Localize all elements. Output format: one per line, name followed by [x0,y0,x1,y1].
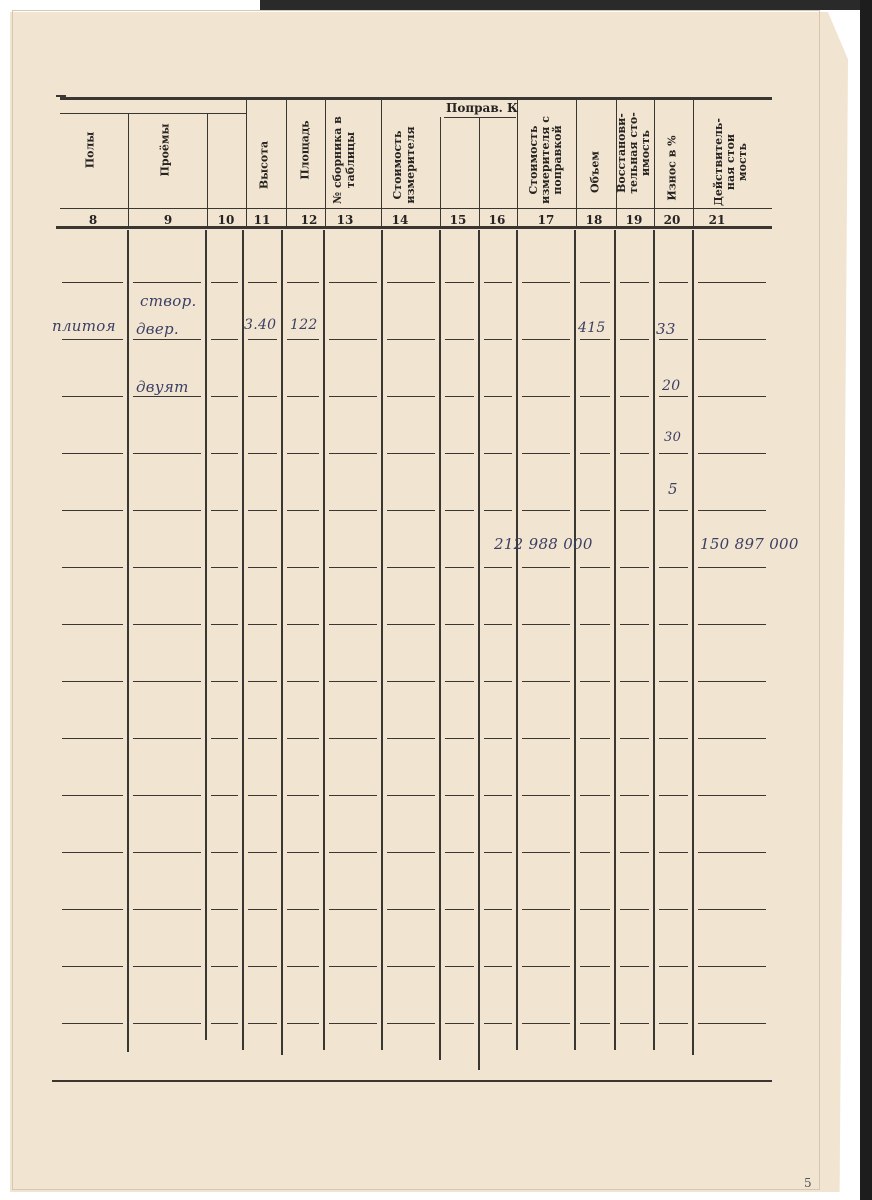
row-line [484,453,512,454]
row-line [287,567,319,568]
header-volume: Объем [588,151,602,193]
row-line [698,909,766,910]
row-line [580,624,610,625]
row-line [287,339,319,340]
row-line [659,738,688,739]
row-line [329,852,377,853]
row-line [445,567,474,568]
row-line [522,681,570,682]
row-line [620,453,649,454]
header-area: Площадь [298,120,312,180]
entry-wear-4: 5 [668,480,678,498]
row-line [287,681,319,682]
row-line [522,795,570,796]
row-line [484,567,512,568]
row-line [287,909,319,910]
row-line [248,453,277,454]
header-unit-cost: Стоимость измерителя [391,126,417,204]
row-line [133,909,201,910]
header-col-line [381,100,382,226]
body-col-line [516,230,518,1050]
row-line [211,567,238,568]
entry-wear-1: 33 [656,320,676,338]
colnum-11: 11 [253,213,271,227]
row-line [287,510,319,511]
row-line [445,339,474,340]
row-line [620,396,649,397]
colnum-19: 19 [625,213,643,227]
row-line [484,1023,512,1024]
row-line [698,510,766,511]
row-line [329,738,377,739]
row-line [248,795,277,796]
row-line [62,453,123,454]
row-line [133,852,201,853]
row-line [620,681,649,682]
table-upper-left-line [60,113,246,114]
row-line [698,624,766,625]
row-line [484,624,512,625]
header-actual-cost: Действитель- ная стои мость [712,118,749,206]
row-line [620,909,649,910]
header-col-line [479,117,480,226]
row-line [287,852,319,853]
colnum-18: 18 [585,213,603,227]
row-line [248,681,277,682]
corner-mark: 5 [804,1176,812,1190]
row-line [522,852,570,853]
row-line [387,966,435,967]
row-line [387,282,435,283]
row-line [484,510,512,511]
row-line [211,453,238,454]
row-line [698,396,766,397]
header-height: Высота [257,140,271,190]
header-col-line [517,100,518,226]
row-line [329,795,377,796]
row-line [620,510,649,511]
row-line [580,567,610,568]
row-line [387,453,435,454]
row-line [659,282,688,283]
row-line [445,909,474,910]
row-line [62,852,123,853]
row-line [580,852,610,853]
row-line [387,1023,435,1024]
row-line [522,1023,570,1024]
row-line [329,396,377,397]
body-col-line [692,230,694,1055]
colnum-16: 16 [488,213,506,227]
row-line [698,966,766,967]
row-line [248,510,277,511]
row-line [659,396,688,397]
row-line [211,396,238,397]
header-col-line [286,100,287,226]
colnum-9: 9 [163,213,173,227]
row-line [248,282,277,283]
row-line [133,966,201,967]
row-line [248,567,277,568]
header-unit-cost-corrected: Стоимость измерителя с поправкой [527,116,564,204]
row-line [580,396,610,397]
entry-floor: плитоя [52,317,116,335]
row-line [659,453,688,454]
colnum-12: 12 [300,213,318,227]
row-line [62,681,123,682]
row-line [522,339,570,340]
row-line [445,966,474,967]
row-line [62,567,123,568]
row-line [248,396,277,397]
row-line [698,453,766,454]
header-col-line [246,100,247,226]
row-line [133,624,201,625]
row-line [620,738,649,739]
entry-openings-3: двуят [136,378,189,396]
row-line [445,1023,474,1024]
body-col-line [281,230,283,1055]
row-line [484,738,512,739]
colnum-17: 17 [537,213,555,227]
row-line [62,966,123,967]
row-line [620,567,649,568]
row-line [698,738,766,739]
body-col-line [478,230,480,1070]
row-line [659,909,688,910]
body-col-line [127,230,129,1052]
row-line [329,510,377,511]
row-line [484,795,512,796]
scan-shadow-right [860,0,872,1200]
row-line [248,966,277,967]
row-line [133,795,201,796]
row-line [620,852,649,853]
row-line [484,396,512,397]
row-line [329,624,377,625]
header-col-line [440,117,441,226]
colnum-10: 10 [217,213,235,227]
row-line [287,282,319,283]
header-wear-percent: Износ в % [665,135,679,201]
row-line [211,738,238,739]
row-line [580,795,610,796]
row-line [580,1023,610,1024]
row-line [445,510,474,511]
colnum-8: 8 [88,213,98,227]
colnum-13: 13 [336,213,354,227]
row-line [659,681,688,682]
row-line [484,852,512,853]
row-line [580,681,610,682]
row-line [522,909,570,910]
row-line [620,966,649,967]
body-col-line [381,230,383,1050]
row-line [387,624,435,625]
colnum-20: 20 [663,213,681,227]
row-line [248,738,277,739]
header-col-line [576,100,577,226]
row-line [329,909,377,910]
row-line [387,567,435,568]
row-line [522,510,570,511]
row-line [445,852,474,853]
row-line [211,282,238,283]
colnum-15: 15 [449,213,467,227]
row-line [248,1023,277,1024]
table-top-dash [56,95,66,97]
row-line [387,396,435,397]
row-line [580,909,610,910]
row-line [580,510,610,511]
row-line [445,681,474,682]
row-line [248,339,277,340]
row-line [580,966,610,967]
row-line [620,282,649,283]
row-line [133,567,201,568]
row-line [133,282,201,283]
row-line [62,1023,123,1024]
row-line [329,453,377,454]
row-line [580,453,610,454]
row-line [522,567,570,568]
row-line [580,339,610,340]
row-line [620,339,649,340]
row-line [329,282,377,283]
row-line [248,852,277,853]
row-line [62,795,123,796]
row-line [211,624,238,625]
header-col-line [693,100,694,226]
body-col-line [653,230,655,1050]
row-line [698,339,766,340]
row-line [133,339,201,340]
header-floors: Полы [83,131,97,169]
row-line [287,795,319,796]
row-line [445,738,474,739]
row-line [445,282,474,283]
row-line [522,624,570,625]
body-col-line [242,230,244,1050]
header-col-line [325,100,326,226]
header-restoration-cost: Восстанови- тельная сто- имость [615,112,652,194]
row-line [211,681,238,682]
row-line [387,510,435,511]
row-line [329,567,377,568]
row-line [133,738,201,739]
entry-height: 3.40 [244,317,277,333]
row-line [387,738,435,739]
row-line [387,852,435,853]
row-line [133,1023,201,1024]
table-top-border [60,97,772,100]
row-line [62,339,123,340]
table-bottom-border [52,1080,772,1082]
row-line [387,339,435,340]
row-line [698,567,766,568]
row-line [133,510,201,511]
row-line [287,453,319,454]
row-line [484,909,512,910]
row-line [484,681,512,682]
row-line [62,396,123,397]
row-line [329,681,377,682]
row-line [698,282,766,283]
row-line [659,852,688,853]
row-line [248,624,277,625]
entry-area: 122 [290,317,318,333]
row-line [522,966,570,967]
row-line [580,738,610,739]
row-line [62,738,123,739]
row-line [387,681,435,682]
row-line [522,282,570,283]
header-correction-group: Поправ. К [446,101,518,115]
body-col-line [439,230,441,1060]
colnum-21: 21 [708,213,726,227]
header-collection-no: № сборника в таблицы [331,116,357,204]
row-line [580,282,610,283]
row-line [387,795,435,796]
header-col-line [128,114,129,226]
row-line [329,1023,377,1024]
row-line [484,966,512,967]
row-line [659,624,688,625]
row-line [659,966,688,967]
row-line [659,795,688,796]
row-line [248,909,277,910]
entry-volume: 415 [578,320,606,336]
row-line [211,795,238,796]
row-line [445,396,474,397]
entry-total-actual: 150 897 000 [700,535,799,553]
row-line [211,510,238,511]
colnum-14: 14 [391,213,409,227]
row-line [484,339,512,340]
row-line [659,339,688,340]
row-line [659,1023,688,1024]
row-line [445,624,474,625]
row-line [133,396,201,397]
row-line [211,852,238,853]
row-line [698,852,766,853]
body-col-line [614,230,616,1050]
row-line [287,966,319,967]
header-col-line [207,114,208,226]
row-line [62,282,123,283]
row-line [445,795,474,796]
correction-group-line [444,117,516,118]
row-line [659,567,688,568]
row-line [62,510,123,511]
row-line [522,396,570,397]
row-line [211,909,238,910]
body-col-line [205,230,207,1040]
row-line [287,624,319,625]
row-line [287,738,319,739]
row-line [698,681,766,682]
row-line [445,453,474,454]
row-line [522,738,570,739]
scan-shadow-top [260,0,872,10]
row-line [522,453,570,454]
row-line [484,282,512,283]
row-line [211,339,238,340]
row-line [620,795,649,796]
entry-openings-2: двер. [136,320,179,338]
row-line [133,453,201,454]
row-line [287,1023,319,1024]
header-openings: Проёмы [158,123,172,177]
header-col-line [654,100,655,226]
row-line [211,966,238,967]
row-line [62,624,123,625]
row-line [211,1023,238,1024]
row-line [620,624,649,625]
entry-total-restoration: 212 988 000 [494,535,593,553]
row-line [133,681,201,682]
row-line [698,795,766,796]
entry-openings-1: створ. [140,292,197,310]
row-line [329,966,377,967]
row-line [620,1023,649,1024]
body-col-line [323,230,325,1050]
row-line [62,909,123,910]
row-line [659,510,688,511]
row-line [387,909,435,910]
entry-wear-3: 30 [664,430,682,445]
row-line [329,339,377,340]
body-col-line [574,230,576,1050]
entry-wear-2: 20 [662,378,681,394]
row-line [287,396,319,397]
row-line [698,1023,766,1024]
